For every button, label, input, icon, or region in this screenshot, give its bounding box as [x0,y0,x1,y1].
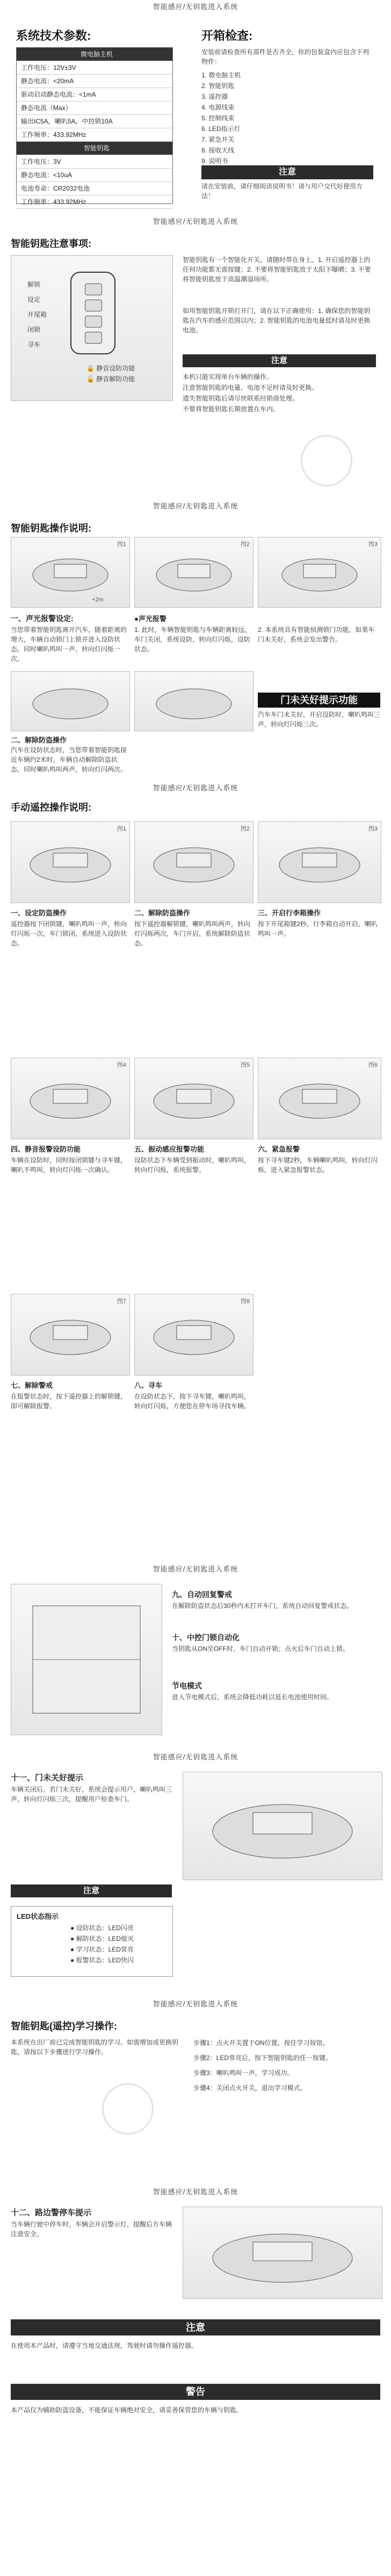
key-spec-row: 静态电流：<10uA [17,169,172,182]
fob-label: 开尾箱 [27,311,47,318]
fob-label: 寻车 [27,341,41,348]
learn-title: 智能钥匙(遥控)学习操作: [11,2021,117,2032]
host-spec-row: 静态电流（Max） [17,101,172,115]
unbox-item: 5. 控制线束 [201,114,235,122]
door-graphic [11,1584,162,1735]
key-spec-row: 工作电压：3V [17,155,172,169]
door-open-car [183,1772,382,1880]
door-warn-title: 门未关好提示功能 [258,693,380,708]
door-open-title: 十一、门未关好提示 [11,1773,84,1782]
fob-label: 闭锁 [27,326,41,333]
manual-section-text: 在设防状态下，按下寻车键，喇叭鸣叫，转向灯闪烁，方便您在停车场寻找车辆。 [134,1393,251,1410]
auto-fig-5 [134,671,254,731]
unbox-items [201,70,373,166]
door-illustration [11,1584,162,1735]
car-graphic-1 [11,537,129,607]
auto-fig-2 [134,537,254,608]
save-title: 节电模式 [172,1682,202,1690]
fig-label-3: 图3 [368,541,378,548]
banner-6 [0,1750,391,1764]
car-graphic-road [183,2207,382,2298]
auto-fig-3 [258,537,381,608]
unbox-item: 3. 遥控器 [201,93,228,100]
manual-op-title: 手动遥控操作说明: [11,802,91,813]
manual-fig-label: 图4 [117,1062,126,1068]
manual-section-text: 按下遥控器解锁键，喇叭鸣叫两声，转向灯闪烁两次，车门开启，系统解除防盗状态。 [134,920,251,947]
door-notice-bar [11,1884,172,1897]
key-notice-title: 注意 [271,356,287,365]
manual-section-title: 一、设定防盗操作 [11,909,67,917]
banner-8 [0,2185,391,2199]
fob-label: 解锁 [27,281,41,288]
notice-bullet: 注意智能钥匙的电量，电池不足时请及时更换。 [183,384,318,391]
led-box [11,1906,173,1977]
spec-section [0,21,391,206]
manual-section-text: 车辆在设防时，同时按闭锁键与寻车键，喇叭不鸣叫，转向灯闪烁一次确认。 [11,1156,127,1174]
car-graphic-2 [135,537,253,607]
spec-table [16,47,173,204]
manual-section-text: 按下开尾箱键2秒，行李箱自动开启，喇叭鸣叫一声。 [258,920,378,937]
unbox-intro: 安装前请检查所有部件是否齐全，你的包装盒内应包含下列物件： [201,48,370,66]
manual-section-title: 七、解除警戒 [11,1381,53,1389]
s1b-title: ●声光报警 [134,615,166,623]
banner-text: 智能感应/无钥匙进入系统 [153,2000,238,2008]
car-graphic-door [183,1772,382,1880]
host-spec-row: 驱动启动静态电流：<1mA [17,88,172,101]
manual-section-title: 六、紧急报警 [258,1145,300,1153]
manual-fig [258,821,381,903]
door-warn-text: 汽车车门未关好，开启设防时，喇叭鸣叫三声，转向灯闪烁三次。 [258,711,381,728]
road-notice-title: 注意 [186,2322,205,2333]
s1b-text: 1. 此时，车辆智能钥匙与车辆距离较远，车门关闭，系统设防，转向灯闪烁，设防状态。 [134,626,251,653]
unbox-item: 4. 电源线束 [201,104,235,111]
unbox-notice-bar [201,165,373,179]
s1-title: 一、声光报警设定: [11,614,74,623]
led-item: ● 解防状态：LED熄灭 [70,1935,134,1942]
auto-op-section [0,515,391,773]
key-notice-bar [183,354,376,367]
banner-7 [0,1997,391,2011]
unbox-item: 6. LED指示灯 [201,125,241,133]
watermark-2 [102,2083,154,2135]
learn-step: 步骤2：LED常亮后，按下智能钥匙的任一按键。 [193,2054,332,2062]
notice-bullet: 本机只能实现单台车辆的操作。 [183,373,273,381]
s2-title: 二、解除防盗操作 [11,736,67,744]
manual-fig-label: 图1 [117,826,126,832]
door-notice-title: 注意 [83,1886,99,1895]
auto-guard-title: 九、自动回复警戒 [172,1590,232,1599]
distance-label: +2m [92,596,104,603]
unbox-item: 2. 智能钥匙 [201,82,235,90]
s1-text: 当您带着智能钥匙离开汽车，随着距离的增大，车辆自动锁门上锁并进入设防状态，同时喇叭鸣叫一声，转向灯闪烁一次。 [11,626,127,663]
fob-button-2[interactable] [85,300,102,311]
led-item: ● 设防状态：LED闪亮 [70,1924,134,1932]
learn-step: 步骤1：点火开关置于ON位置，按住学习按钮。 [193,2039,329,2047]
host-title: 微电脑主机 [17,48,172,61]
manual-fig-label: 图2 [240,826,250,832]
manual-fig [134,821,254,903]
led-item: ● 学习状态：LED常亮 [70,1946,134,1953]
key-notice-bullets [183,372,376,414]
spec-title: 系统技术参数: [16,29,91,42]
key-notes-section [0,231,391,494]
auto-guard-text: 在解除防盗状态后30秒内未打开车门，系统自动回复警戒状态。 [172,1602,353,1610]
car-graphic-4 [11,672,129,731]
car-graphic-manual [135,1058,253,1139]
lock-text: 当钥匙从ON至OFF时，车门自动开锁；点火后车门自动上锁。 [172,1645,349,1653]
manual-op-section [0,800,391,1552]
key-notes-right-text2: 如用智能钥匙开锁打开门，请在以下正确使用：1. 确保您的智能钥匙在汽车的感应范围以内；2. 智能钥匙的电池电量低时请及时更换电池。 [183,307,371,334]
banner-text: 智能感应/无钥匙进入系统 [153,502,238,510]
fob-caption-item: 🔓 静音解防功能 [86,375,135,383]
save-text: 进入节电模式后，系统会降低功耗以延长电池使用时间。 [172,1693,334,1701]
lock-title: 十、中控门锁自动化 [172,1633,240,1642]
s2-text: 汽车在设防状态时，当您带着智能钥匙接近车辆约2米时，车辆自动解除防盗状态，同时喇叭鸣叫两声，转向灯闪两次。 [11,746,127,773]
manual-section-title: 五、振动感应报警功能 [134,1145,205,1153]
fob-button-4[interactable] [85,332,102,344]
manual-section-title: 三、开启行李箱操作 [258,909,321,917]
car-graphic-manual [11,1058,129,1139]
key-title: 智能钥匙 [17,142,172,155]
fob-button-3[interactable] [85,316,102,328]
banner-4 [0,781,391,795]
door-open-section [0,1766,391,1992]
manual-section-title: 四、静音报警设防功能 [11,1145,81,1153]
road-warn-text: 当车辆行驶中停车时，车辆会开启警示灯，提醒后方车辆注意安全。 [11,2221,172,2238]
host-spec-row: 静态电流：<20mA [17,75,172,88]
car-graphic-manual [135,822,253,903]
car-graphic-manual [11,822,129,903]
manual-section-text: 遥控器按下闭锁键，喇叭鸣叫一声，转向灯闪烁一次，车门锁闭，系统进入设防状态。 [11,920,127,947]
fob-caption-item: 🔒 静音设防功能 [86,365,135,372]
key-spec-row: 电池寿命：CR2032电池 [17,182,172,195]
auto-fig-4 [11,671,130,731]
road-warn-bar [11,2384,380,2400]
manual-section-text: 在报警状态时，按下遥控器上的解锁键，即可解除报警。 [11,1393,127,1410]
key-fob-illustration [11,255,173,401]
road-warn-section [0,2201,391,2572]
manual-fig [134,1294,254,1376]
fig-label-2: 图2 [240,541,250,548]
manual-section-title: 八、寻车 [134,1381,163,1389]
fob-labels [27,277,65,352]
manual-fig [258,1058,381,1139]
learn-steps [193,2037,381,2098]
host-spec-row: 工作电压：12V±3V [17,61,172,75]
manual-fig [134,1058,254,1139]
banner-text: 智能感应/无钥匙进入系统 [153,2188,238,2196]
led-items [70,1923,167,1966]
fob-button-1[interactable] [85,283,102,295]
key-spec-row: 工作频率：433.92MHz [17,195,172,209]
manual-section-text: 按下寻车键2秒，车辆喇叭鸣叫，转向灯闪烁，进入紧急报警状态。 [258,1156,378,1174]
manual-fig-label: 图6 [368,1062,378,1068]
banner-text: 智能感应/无钥匙进入系统 [153,3,238,11]
banner-text: 智能感应/无钥匙进入系统 [153,217,238,225]
top-banner [0,0,391,14]
manual-fig [11,1294,130,1376]
banner-text: 智能感应/无钥匙进入系统 [153,1753,238,1761]
led-item: ● 报警状态：LED快闪 [70,1956,134,1964]
key-fob [70,272,115,354]
banner-text: 智能感应/无钥匙进入系统 [153,784,238,792]
key-notes-right-text: 智能钥匙有一个智能化开关，请随时带在身上。1. 开启遥控器上的任何功能都无需按键；2. 不要将智能钥匙放于太阳下曝晒；3. 不要将智能钥匙放于高温潮湿场所。 [183,256,371,283]
host-spec-row: 输出IC5A，喇叭5A，中控锁10A [17,115,172,128]
car-graphic-manual [258,822,381,903]
fig-label-1: 图1 [117,541,126,548]
manual-section-title: 二、解除防盗操作 [134,909,191,917]
car-graphic-manual [135,1294,253,1375]
road-notice-bar [11,2319,380,2335]
s1c-text: 2. 本系统具有智能侦测锁门功能，如果车门未关好，系统会发出警告。 [258,626,375,643]
led-title: LED状态指示 [17,1912,59,1920]
manual-fig-label: 图3 [368,826,378,832]
door-open-text: 车辆关闭后，若门未关好，系统会提示用户，喇叭鸣叫三声，转向灯闪烁三次，提醒用户检查车门。 [11,1786,172,1803]
banner-text: 智能感应/无钥匙进入系统 [153,1565,238,1573]
watermark-1 [301,435,352,486]
auto-op-title: 智能钥匙操作说明: [11,523,91,534]
fob-caption [86,363,167,384]
manual-fig-label: 图8 [240,1298,250,1305]
banner-5 [0,1562,391,1576]
unbox-title: 开箱检查: [201,29,253,42]
road-warn-title: 十二、路边警停车提示 [11,2208,92,2217]
manual-fig-label: 图5 [240,1062,250,1068]
unbox-notice-text: 请在安装前，请仔细阅读说明书！请与用户交代好使用方法！ [201,183,363,200]
learn-step: 步骤4：关闭点火开关，退出学习模式。 [193,2084,307,2092]
manual-fig [11,1058,130,1139]
road-warn-title-2: 警告 [186,2386,205,2397]
car-graphic-3 [258,537,381,607]
fob-label: 设定 [27,296,41,303]
unbox-notice-title: 注意 [278,168,296,177]
car-graphic-5 [135,672,253,731]
notice-bullet: 遗失智能钥匙后请尽快联系经销商处理。 [183,395,299,402]
unbox-item: 1. 微电脑主机 [201,71,241,79]
key-notes-title: 智能钥匙注意事项: [11,238,91,249]
manual-fig [11,821,130,903]
manual-section-text: 设防状态下车辆受到振动时，喇叭鸣叫，转向灯闪烁，系统报警。 [134,1156,251,1174]
banner-2 [0,215,391,229]
auto-fig-1 [11,537,130,608]
manual-fig-label: 图7 [117,1298,126,1305]
learn-left-text: 本系统在出厂前已完成智能钥匙的学习。如需增加或更换钥匙，请按以下步骤进行学习操作。 [11,2039,179,2056]
notice-bullet: 不要将智能钥匙长期放置在车内。 [183,405,280,413]
road-warn-car [183,2207,382,2299]
unbox-item: 7. 紧急开关 [201,136,235,143]
unbox-item: 9. 说明书 [201,157,228,165]
road-warn-text-2: 本产品仅为辅助防盗设备，不能保证车辆绝对安全，请妥善保管您的车辆与钥匙。 [11,2406,243,2414]
car-graphic-manual [11,1294,129,1375]
road-notice-text: 在使用本产品时，请遵守当地交通法规，驾驶时请勿操作遥控器。 [11,2342,198,2349]
learn-section [0,2013,391,2174]
unbox-item: 8. 接收天线 [201,147,235,154]
auto-guard-section [0,1578,391,1740]
car-graphic-manual [258,1058,381,1139]
banner-3 [0,499,391,513]
host-spec-row: 工作频率：433.92MHz [17,128,172,142]
learn-step: 步骤3：喇叭鸣叫一声，学习成功。 [193,2069,294,2077]
